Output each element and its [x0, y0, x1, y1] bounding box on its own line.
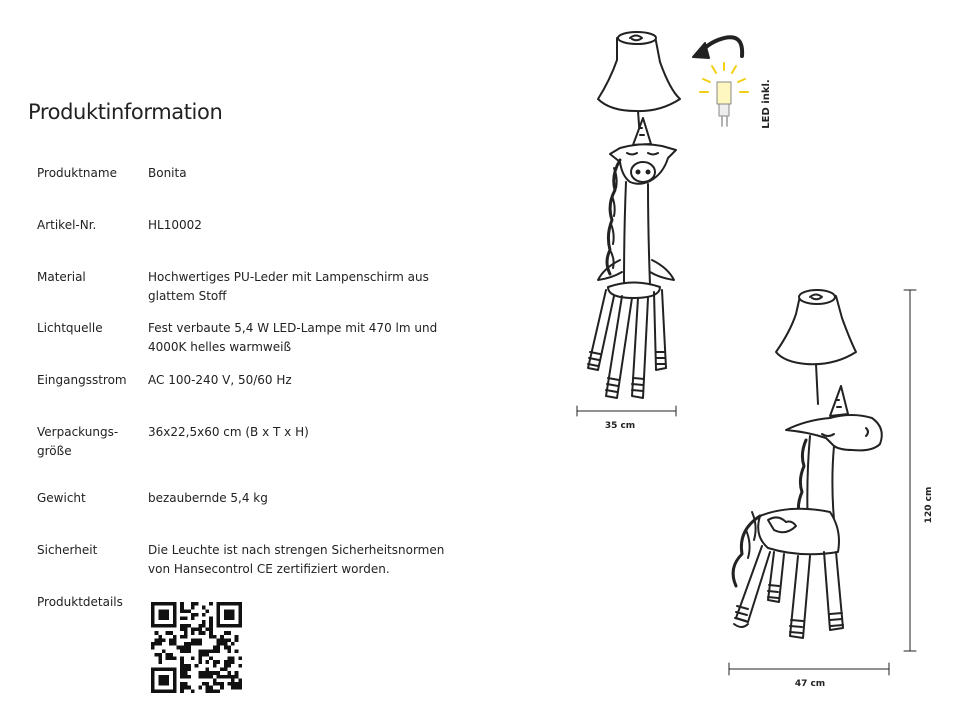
row-value-line: 4000K helles warmweiß: [148, 340, 291, 354]
row-label-line: Verpackungs-: [37, 425, 119, 439]
width-label-small: 35 cm: [604, 421, 636, 431]
dimension-line-47: [729, 663, 889, 675]
row-value-line: Die Leuchte ist nach strengen Sicherheitsnormen: [148, 543, 445, 557]
row-value: bezaubernde 5,4 kg: [148, 491, 268, 505]
row-label: Eingangsstrom: [37, 373, 127, 387]
row-label: Lichtquelle: [37, 321, 103, 335]
height-label-large: 120 cm: [924, 486, 934, 524]
row-label: Produktname: [37, 166, 117, 180]
row-value: Bonita: [148, 166, 187, 180]
row-value-line: von Hansecontrol CE zertifiziert worden.: [148, 562, 390, 576]
row-label: Sicherheit: [37, 543, 98, 557]
led-included-label: LED inkl.: [761, 79, 772, 129]
row-value: HL10002: [148, 218, 202, 232]
row-value-line: Hochwertiges PU-Leder mit Lampenschirm aus: [148, 270, 429, 284]
row-label: Material: [37, 270, 86, 284]
dimension-line-120: [904, 290, 916, 651]
hanging-unicorn-lamp: [588, 32, 680, 398]
row-value-line: glattem Stoff: [148, 289, 227, 303]
row-value: AC 100-240 V, 50/60 Hz: [148, 373, 292, 387]
width-label-large: 47 cm: [794, 679, 826, 689]
led-bulb-icon: [700, 63, 748, 126]
row-value-line: Fest verbaute 5,4 W LED-Lampe mit 470 lm und: [148, 321, 438, 335]
row-value: 36x22,5x60 cm (B x T x H): [148, 425, 309, 439]
standing-unicorn-lamp: [733, 290, 882, 638]
row-label: Produktdetails: [37, 595, 123, 609]
dimension-line-35: [577, 406, 676, 416]
row-label: Artikel-Nr.: [37, 218, 97, 232]
row-label: Gewicht: [37, 491, 86, 505]
row-label-line: größe: [37, 444, 72, 458]
page-title: Produktinformation: [28, 100, 223, 124]
